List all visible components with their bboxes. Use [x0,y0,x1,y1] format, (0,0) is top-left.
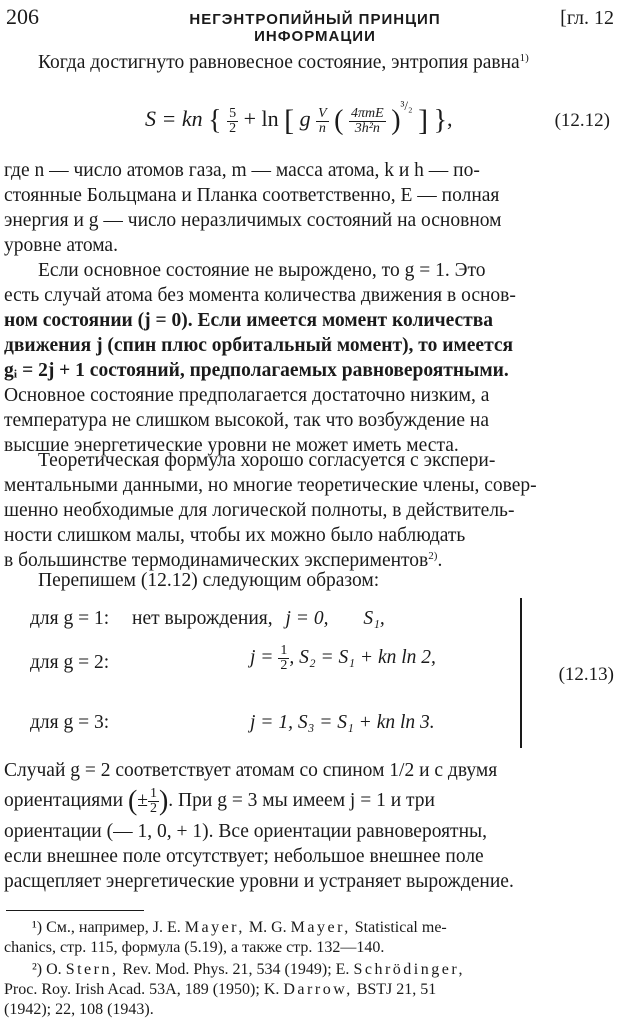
line: высшие энергетические уровни не может иметь места. [4,435,459,456]
line: ном состоянии (j = 0). Если имеется момент количества [4,310,494,331]
plus-minus: ± [137,790,148,811]
eq-exponent: ³/₂ [400,98,413,113]
line: стоянные Больцмана и Планка соответственно, E — полная [4,185,500,206]
paragraph-definitions [4,158,612,258]
line: . При g = 3 мы имеем j = 1 и три [168,790,435,811]
equation-12-12: S = kn { $\frac{5}{2}$ + ln [ g $\frac{V}{n}$ ( $\frac{\text{4πmE}}{\text{3h²n}}$ )$^{^3/_2}$ ] }, (12.12) [145,98,610,137]
case-condition: для g = 1: [30,608,110,629]
footnote-mark: ¹) [32,919,43,936]
fraction-five-halves [227,107,238,136]
paragraph-rewrite [4,568,612,593]
frac-num: 1 [149,786,157,802]
footnote-mark: ²) [32,961,43,978]
author-name: Mayer, [290,919,351,936]
line: где n — число атомов газа, m — масса атома, k и h — по- [4,160,480,181]
page-number: 206 [6,4,39,29]
footnote-text: (1942); 22, 108 (1943). [4,1001,154,1018]
footnote-rule [6,910,144,911]
case-row-2 [30,643,436,674]
line: ности слишком малы, чтобы их можно было наблюдать [4,525,466,546]
footnote-text: Proc. Roy. Irish Acad. 53A, 189 (1950); K. [4,981,280,998]
case-s: j = 1, S₃ = S₁ + kn ln 3. [250,712,435,733]
footnote-text: Statistical me- [354,919,447,936]
equation-label: (12.13) [558,664,614,685]
frac-num: 1 [280,643,288,658]
paragraph-theory: Теоретическая формула хорошо согласуется с экспери- ментальными данными, но многие теоретические члены, совер- шенно необходимые для логической полноты, в действитель- ности слишком малы, чтобы их можно было наблюдать в большинстве термодинамических экспериментов$^{2)}$. [4,448,612,573]
line: есть случай атома без момента количества движения в основ- [4,285,516,306]
footnote-text: O. [46,961,62,978]
frac-den: 2 [229,120,237,136]
case-text: нет вырождения, [132,608,273,629]
line: в большинстве термодинамических экспериментов [4,550,429,571]
frac-num: 5 [229,105,237,121]
line: Теоретическая формула хорошо согласуется с экспери- [38,450,496,471]
line: если внешнее поле отсутствует; небольшое внешнее поле [4,846,484,867]
author-name: Darrow, [283,981,353,998]
footnote-text: chanics, стр. 115, формула (5.19), а также стр. 132—140. [4,939,385,956]
case-condition: для g = 3: [30,712,110,733]
footnote-ref-2: 2) [428,550,438,562]
footnote-ref-1: 1) [519,52,529,64]
frac-den: 3h²n [354,120,380,136]
fraction-one-half [278,644,289,673]
eq-plus-ln: + ln [243,106,279,132]
frac-num: V [318,105,327,121]
brace [520,598,522,748]
paragraph-intro [4,50,612,75]
line: температура не слишком высокой, так что возбуждение на [4,410,490,431]
chapter-label: [гл. 12 [560,7,614,29]
footnote-text: BSTJ 21, 51 [356,981,437,998]
line: ментальными данными, но многие теоретические члены, совер- [4,475,537,496]
line: ориентациями [4,790,124,811]
line: энергия и g — число неразличимых состояний на основном [4,210,502,231]
line: расщепляет энергетические уровни и устраняет вырождение. [4,871,514,892]
author-name: Stern, [65,961,119,978]
frac-den: n [318,120,326,136]
case-row-3 [30,712,435,734]
running-title: НЕГЭНТРОПИЙНЫЙ ПРИНЦИП ИНФОРМАЦИИ [189,11,441,45]
paragraph-degeneracy [4,258,612,458]
case-s: , S₂ = S₁ + kn ln 2, [289,646,436,668]
footnote-2 [4,960,612,1020]
rewrite-text: Перепишем (12.12) следующим образом: [38,570,380,591]
footnote-text: M. G. [248,919,287,936]
line: Основное состояние предполагается достаточно низким, а [4,385,490,406]
frac-den: 2 [280,658,288,673]
case-row-1 [30,608,385,630]
intro-text: Когда достигнуто равновесное состояние, энтропия равна [38,52,520,73]
fraction-v-over-n [316,107,329,136]
author-name: Mayer, [184,919,245,936]
eq-lhs: S = kn [145,106,203,132]
line: gᵢ = 2j + 1 состояний, предполагаемых равновероятными. [4,360,509,381]
frac-num: 4πmE [351,105,384,121]
line: шенно необходимые для логической полноты, в действитель- [4,500,515,521]
footnote-1 [4,918,612,958]
line: движения j (спин плюс орбитальный момент), то имеется [4,335,514,356]
line: ориентации (— 1, 0, + 1). Все ориентации равновероятны, [4,821,487,842]
line: уровне атома. [4,235,118,256]
case-condition: для g = 2: [30,652,110,673]
line: Если основное состояние не вырождено, то g = 1. Это [38,260,486,281]
author-name: Schrödinger, [353,961,465,978]
eq-g: g [299,106,311,132]
case-j: j = [250,646,274,668]
page-header [6,4,614,45]
case-j: j = 0, [285,608,329,629]
footnote-text: См., например, J. E. [46,919,181,936]
fraction-one-half [148,787,159,816]
footnote-text: Rev. Mod. Phys. 21, 534 (1949); E. [122,961,350,978]
case-s: S₁, [363,608,385,629]
equation-label: (12.12) [554,110,610,131]
frac-den: 2 [149,801,157,817]
line: Случай g = 2 соответствует атомам со спином 1/2 и с двумя [4,760,498,781]
paragraph-spin: Случай g = 2 соответствует атомам со спином 1/2 и с двумя ориентациями (± $\frac{1}{2}$ ). При g = 3 мы имеем j = 1 и три ориентации (— 1, 0, + 1). Все ориентации равновероятны, если внешнее поле отсутствует; небольшое внешнее поле расщепляет энергетические уровни и устраняет вырождение. [4,758,612,894]
fraction-inner [349,107,386,136]
